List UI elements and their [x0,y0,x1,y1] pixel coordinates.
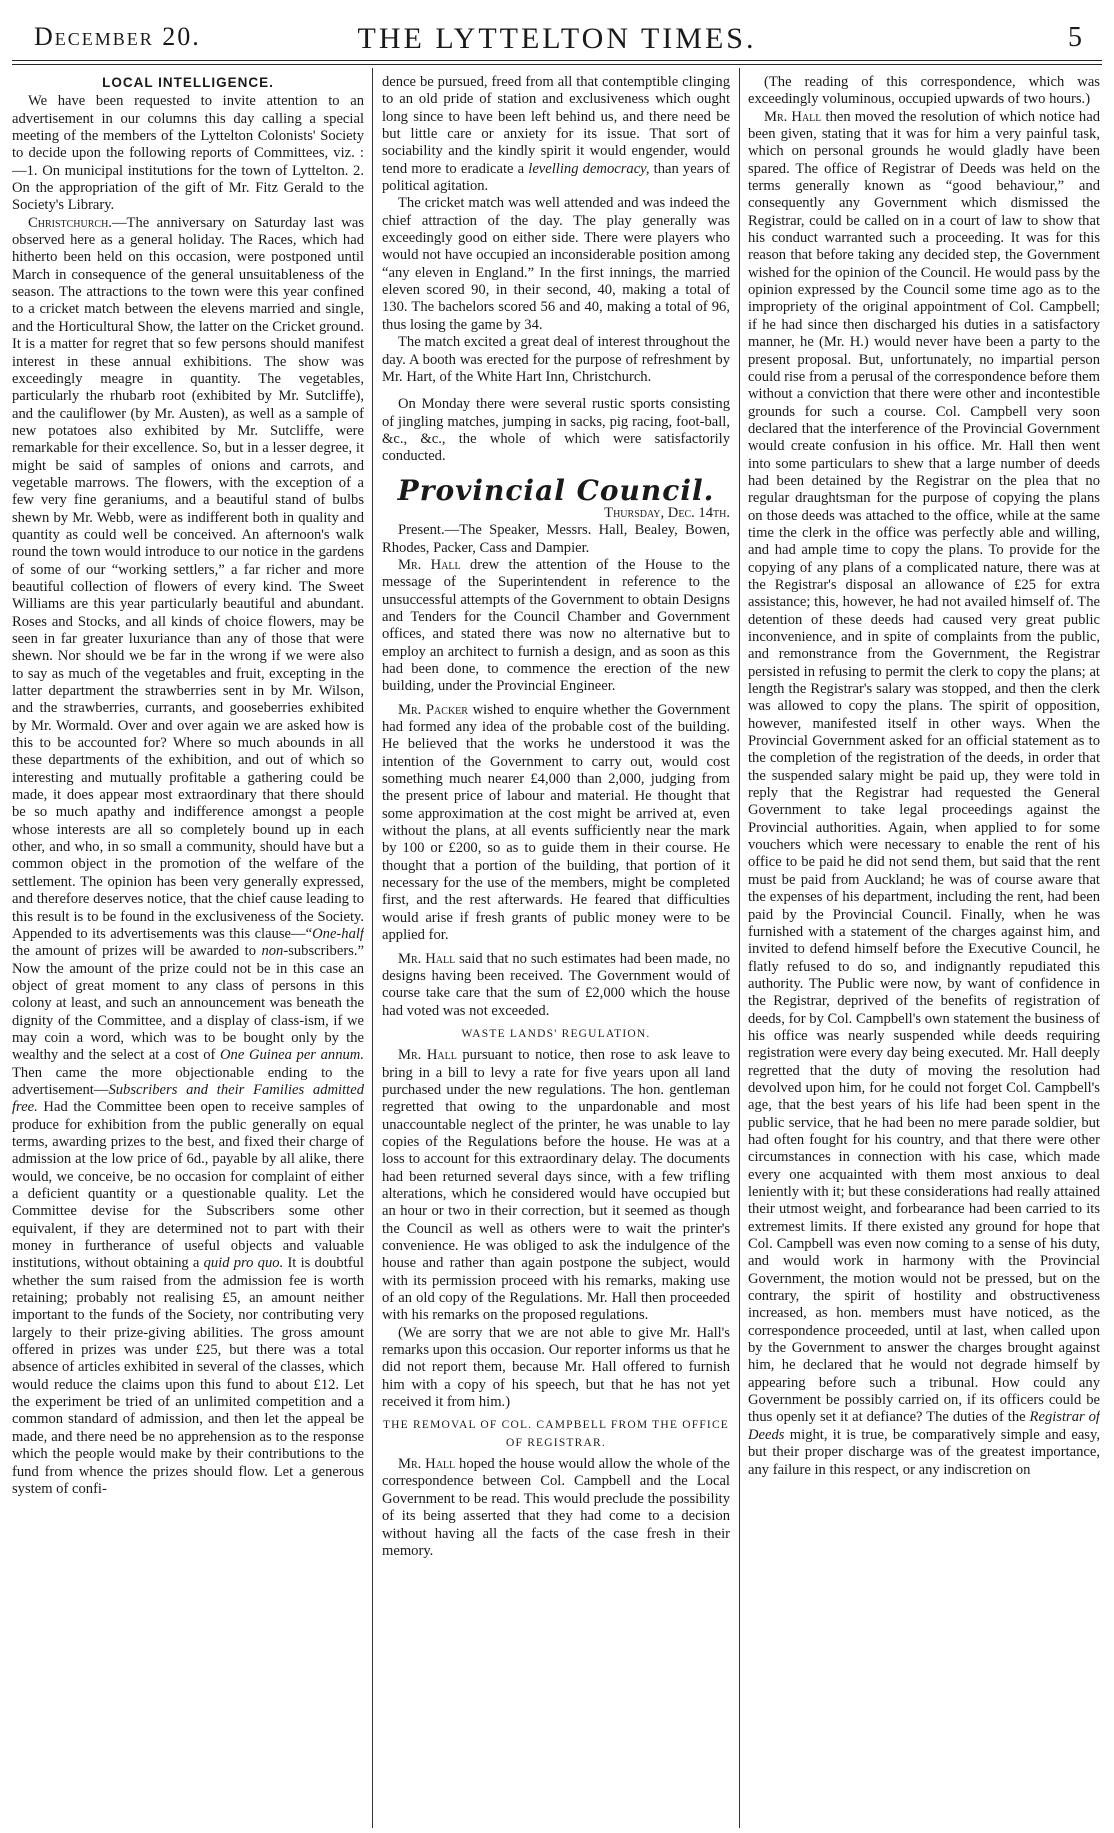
article-paragraph: Mr. Hall drew the attention of the House to the message of the Superintendent in reference to the unsuccessful attempts of the Government to obtain Designs and Tenders for the Council Chamber and Government offices, and stated there was now no alternative but to employ an architect to furnish a design, and as soon as this had been done, to commence the erection of the new building, under the Provincial Engineer. [382,556,730,695]
article-paragraph: (We are sorry that we are not able to give Mr. Hall's remarks upon this occasion. Our reporter informs us that he did not report them, because Mr. Hall offered to furnish him with a copy of his speech, but that he has not yet received it from him.) [382,1324,730,1411]
column-divider-1 [372,68,373,1828]
column-3 [748,74,1100,1826]
page-number: 5 [1068,22,1082,53]
dateline: Thursday, Dec. 14th. [604,504,730,521]
column-divider-2 [739,68,740,1828]
article-paragraph: We have been requested to invite attention to an advertisement in our columns this day calling a special meeting of the members of the Lyttelton Colonists' Society to decide upon the following reports of Committees, viz. :—1. On municipal institutions for the town of Lyttelton. 2. On the appropriation of the gift of Mr. Fitz Gerald to the Society's Library. [12,93,364,214]
article-paragraph: The match excited a great deal of interest throughout the day. A booth was erected for the purpose of refreshment by Mr. Hart, of the White Hart Inn, Christchurch. [382,334,730,385]
section-heading-local-intelligence: LOCAL INTELLIGENCE. [102,75,274,90]
article-paragraph: Mr. Packer wished to enquire whether the Government had formed any idea of the probable cost of the building. He believed that the works he understood it was the intention of the Government to carry out, would cost something much nearer £4,000 than 2,000, judging from the present price of labour and material. He thought that some approximation at the cost might be arrived at, even without the plans, at all events sufficiently near the mark by 100 or £200, so as to guide them in their course. He thought that a portion of the building, that portion of it necessary for the use of the members, might be completed first, and the rest afterwards. He feared that difficulties would arise if fresh grants of public money were to be applied for. [382,701,730,944]
article-paragraph: Present.—The Speaker, Messrs. Hall, Bealey, Bowen, Rhodes, Packer, Cass and Dampier. [382,522,730,556]
speaker-name: Mr. Hall [398,1047,457,1064]
subheading-removal-col-campbell: THE REMOVAL OF COL. CAMPBELL FROM THE OFFICE OF REGISTRAR. [382,1419,730,1449]
article-paragraph: (The reading of this correspondence, which was exceedingly voluminous, occupied upwards of two hours.) [748,74,1100,108]
subheading-waste-lands: WASTE LANDS' REGULATION. [461,1027,651,1040]
speaker-name: Mr. Hall [398,1456,456,1473]
masthead-rule-top [12,60,1102,61]
issue-date: December 20. [34,22,201,51]
section-heading-provincial-council: Provincial Council. [397,473,715,507]
masthead [8,22,1106,64]
article-paragraph: On Monday there were several rustic sports consisting of jingling matches, jumping in sacks, pig racing, foot-ball, &c., &c., the whole of which were satisfactorily conducted. [382,396,730,465]
newspaper-page [8,0,1106,1833]
article-paragraph: The cricket match was well attended and was indeed the chief attraction of the day. The play generally was exceedingly good on either side. There were players who would not have occupied an inconsiderable position among “any eleven in England.” In the first innings, the married eleven scored 90, in their second, 40, making a total of 130. The bachelors scored 56 and 40, making a total of 96, thus losing the game by 34. [382,195,730,333]
article-paragraph: Mr. Hall then moved the resolution of which notice had been given, stating that it was for him a very painful task, which on personal grounds he would gladly have been spared. The office of Registrar of Deeds was held on the terms generally known as “good behaviour,” and consequently any Government which dismissed the Registrar, could be called on in a court of law to show that his conduct warranted such a proceeding. It was for this reason that before taking any decided step, the Government wished for the opinion of the Council. He would pass by the opinion expressed by the Council some time ago as to the impropriety of the original appointment of Col. Campbell; if he had since then discharged his duties in a satisfactory manner, he (Mr. H.) would never have been a party to the present proposal. But, unfortunately, no impartial person could rise from a perusal of the correspondence before them without a conviction that there were other and incontestible grounds for such a course. Col. Campbell very soon declared that the interference of the Provincial Government would create confusion in his office. Mr. Hall then went into some particulars to shew that a large number of deeds had been detained by the Registrar on the plea that no regular draughtsman for the purpose of copying the plans on those deeds was attached to the office, while at the same time the clerk in the office was perfectly able and willing, and had ample time to copy the plans. To provide for the copying of any plans of a complicated nature, there was at the Registrar's disposal an allowance of £25 for extra assistance; this, however, he had not availed himself of. The detention of these deeds had caused very great public inconvenience, and in spite of complaints from the public, and remonstrance from the Government, the Registrar persisted in refusing to permit the clerk to copy the plans; at length the Registrar's salary was stopped, and then the clerk was allowed to copy the plans. The spirit of opposition, however, manifested itself in other ways. When the Provincial Government asked for an official statement as to the completion of the registration of the deeds, in order that the suspended salary might be paid up, they were told in reply that the Registrar had requested the General Government to take legal proceedings against the Provincial authorities. Again, when applied to for some vouchers which were necessary to enable the rent of his office to be paid he did not send them, but said that the rent must be paid from Auckland; he was of course aware that the expenses of his department, including the rent, had been paid by the Provincial Council. Finally, when he was furnished with a statement of the charges against him, and invited to defend himself before the Executive Council, he flatly refused to do so, and indignantly repudiated this authority. The Public were now, by want of confidence in the Registrar, deprived of the benefits of registration of deeds, for by Col. Campbell's own statement the business of his office was nearly suspended while deeds requiring registration were every day being executed. Mr. Hall deeply regretted that the duty of moving the resolution had devolved upon him, for he could not forget Col. Campbell's age, that the best years of his life had been spent in the public service, that he had been no mere parade soldier, but had often fought for his country, and that there were other circumstances in connection with his case, which made every one acquainted with them most anxious to deal leniently with it; but these considerations had really attained their utmost weight, and forbearance had been carried to its extremest limits. If there existed any ground for hope that Col. Campbell was even now coming to a sense of his duty, and would work in harmony with the Provincial Government, the motion would not be pressed, but on the contrary, the spirit of hostility and obstructiveness increased, as hon. members must have noticed, as the correspondence proceeded, until at last, when called upon by the Government to answer the charges brought against him, he declared that he would not degrade himself by appearing before such a tribunal. How could any Government be possibly carried on, if its officers could be thus openly set it at defiance? The duties of the Registrar of Deeds might, it is true, be comparatively simple and easy, but their proper discharge was of the greatest importance, any failure in this respect, or any indiscretion on [748,108,1100,1478]
masthead-rule-bottom [12,64,1102,65]
speaker-name: Mr. Hall [764,108,822,125]
paragraph-lead: Christchurch. [28,214,112,231]
article-paragraph: dence be pursued, freed from all that contemptible clinging to an old pride of station and exclusiveness which ought long since to have been left behind us, and there need be but little care or anxiety for its issue. That sort of sociability and the kindly spirit it would engender, would tend more to eradicate a levelling democracy, than years of political agitation. [382,74,730,195]
article-paragraph: Mr. Hall pursuant to notice, then rose to ask leave to bring in a bill to levy a rate for five years upon all land purchased under the new regulations. The hon. gentleman regretted that owing to the unpardonable and most unaccountable neglect of the printer, he was unable to lay copies of the Regulations before the house. He was at a loss to account for this extraordinary delay. The documents had been returned several days since, with a few trifling alterations, which he considered would have occupied but an hour or two in their correction, but it seemed as though the Council as well as others were to wait the printer's convenience. He was obliged to ask the indulgence of the house and rather than again postpone the subject, would with its permission proceed with his remarks, making use of an old copy of the Regulations. Mr. Hall then proceeded with his remarks on the proposed regulations. [382,1047,730,1324]
article-paragraph: Christchurch.—The anniversary on Saturday last was observed here as a general holiday. The Races, which had hitherto been held on this occasion, were postponed until March in consequence of the general unsuitableness of the season. The attractions to the town were this year confined to a cricket match between the elevens married and single, and the Horticultural Show, the latter on the Cricket ground. It is a matter for regret that so few persons should manifest interest in these annual exhibitions. The show was exceedingly meagre in quantity. The vegetables, particularly the rhubarb root (exhibited by Mr. Sutcliffe), and the cauliflower (by Mr. Austen), as well as a sample of new potatoes also exhibited by Mr. Sutcliffe, were remarkable for their excellence. So, but in a lesser degree, it might be said of samples of onions and carrots, and vegetable marrows. The flowers, with the exception of a few very fine geraniums, and a beautiful stand of bulbs shewn by Mr. Webb, were as indifferent both in quality and quantity as could well be conceived. An afternoon's walk round the town would introduce to our notice in the gardens of some of our “working settlers,” a far richer and more beautiful collection of flowers of every kind. The Sweet Williams are this year particularly beautiful and abundant. Roses and Stocks, and all kinds of choice flowers, may be seen in far greater luxuriance than any of those that were shewn. Nor should we be far in the wrong if we were also to say as much of the vegetables and fruit, excepting in the latter department the strawberries sent in by Mr. Wilson, and the strawberries, currants, and gooseberries exhibited by Mr. Wormald. Over and over again we are asked how is this to be accounted for? Where so much abounds in all these departments of the exhibition, and out of which so interesting and mutually profitable a gathering could be made, it does appear most extraordinary that there should be so much apathy and indifference amongst a people whose interests are all so completely bound up in each other, and who, in so small a community, should have but a common object in the promotion of the welfare of the settlement. The opinion has been very generally expressed, and therefore deserves notice, that the chief cause leading to this result is to be found in the exclusiveness of the Society. Appended to its advertisements was this clause—“One-half the amount of prizes will be awarded to non-subscribers.” Now the amount of the prize could not be in this case an object of great moment to any class of persons in this colony at least, and such an announcement was beneath the dignity of the Committee, and a display of class-ism, if we may coin a word, which was to be bought only by the wealthy and the select at a cost of One Guinea per annum. Then came the more objectionable ending to the advertisement—Subscribers and their Families admitted free. Had the Committee been open to receive samples of produce for exhibition from the public generally on equal terms, awarding prizes to the best, and fixed their charge of admission at the low price of 6d., payable by all alike, there would, we conceive, be no occasion for complaint of either a deficient quantity or a questionable quality. Let the Committee devise for the Subscribers some other equivalent, if they are determined not to part with their money in furtherance of useful objects and valuable institutions, without obtaining a quid pro quo. It is doubtful whether the sum raised from the admission fee is worth retaining; probably not realising £5, an amount neither important to the funds of the Society, nor contributing very largely to their prize-giving abilities. The gross amount offered in prizes was under £25, but there was a total absence of articles exhibited in several of the classes, which would reduce the claims upon this fund to about £12. Let the experiment be tried of an unlimited competition and a common standard of admission, and then let the appeal be made, and there need be no apprehension as to the response which the people would make by their contributions to the fund from whence the prizes should flow. Let a generous system of confi- [12,214,364,1497]
newspaper-title: THE LYTTELTON TIMES. [357,22,757,55]
article-paragraph: Mr. Hall hoped the house would allow the whole of the correspondence between Col. Campbell and the Local Government to be read. This would preclude the possibility of its being asserted that they had come to a decision without having all the facts of the case fresh in their memory. [382,1456,730,1559]
speaker-name: Mr. Packer [398,701,468,718]
article-paragraph: Mr. Hall said that no such estimates had been made, no designs having been received. The Government would of course take care that the sum of £2,000 which the house had voted was not exceeded. [382,950,730,1019]
column-2 [382,74,730,1826]
speaker-name: Mr. Hall [398,950,456,967]
speaker-name: Mr. Hall [398,556,461,573]
column-1 [12,74,364,1826]
